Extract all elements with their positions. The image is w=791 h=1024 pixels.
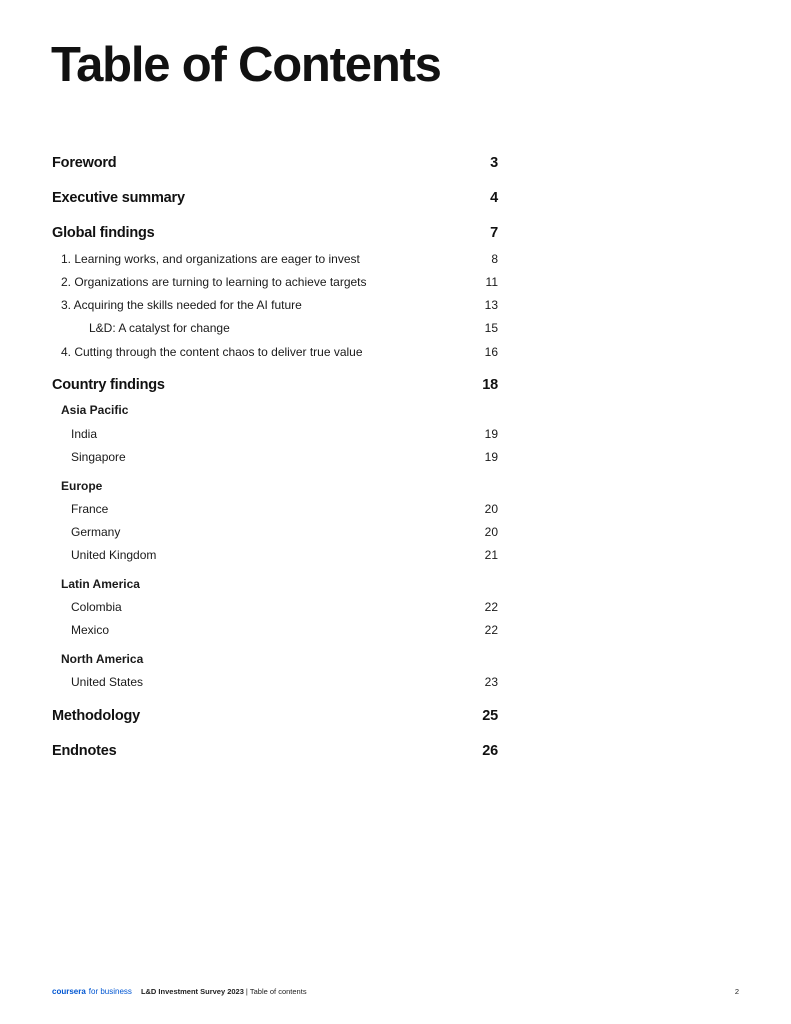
toc-entry-label: Country findings	[52, 377, 165, 393]
toc-entry-executive-summary[interactable]	[52, 188, 498, 208]
toc-entry-label: 2. Organizations are turning to learning to achieve targets	[61, 275, 367, 289]
toc-entry-page: 22	[484, 600, 498, 614]
toc-entry-page: 4	[490, 190, 498, 206]
toc-subentry-learning-works[interactable]	[52, 249, 498, 269]
coursera-logo	[52, 987, 132, 996]
toc-country-colombia[interactable]	[52, 597, 498, 617]
toc-entry-page: 3	[490, 155, 498, 171]
page-number: 2	[734, 986, 739, 996]
toc-entry-label: 1. Learning works, and organizations are eager to invest	[61, 252, 360, 266]
toc-country-germany[interactable]	[52, 522, 498, 542]
toc-entry-page: 20	[484, 502, 498, 516]
toc-entry-page: 25	[482, 708, 498, 724]
toc-entry-page: 19	[484, 427, 498, 441]
document-name: L&D Investment Survey 2023	[140, 986, 244, 996]
toc-country-united-states[interactable]	[52, 672, 498, 692]
toc-entry-label: Colombia	[71, 600, 122, 614]
toc-entry-foreword[interactable]	[52, 153, 498, 173]
toc-subentry-acquiring-skills[interactable]	[52, 295, 498, 315]
toc-entry-page: 11	[485, 275, 498, 289]
toc-entry-label: Methodology	[52, 708, 141, 724]
page-footer	[52, 984, 739, 998]
toc-entry-label: 4. Cutting through the content chaos to deliver true value	[61, 345, 363, 359]
table-of-contents	[52, 0, 498, 800]
toc-region-europe: Europe	[61, 479, 103, 493]
toc-country-singapore[interactable]	[52, 447, 498, 467]
toc-entry-label: Mexico	[71, 623, 110, 637]
section-name: Table of contents	[249, 986, 307, 996]
toc-entry-methodology[interactable]	[52, 706, 498, 726]
toc-entry-label: Global findings	[52, 225, 155, 241]
toc-subentry-ld-catalyst[interactable]	[52, 318, 498, 338]
page-title: Table of Contents	[51, 38, 441, 92]
brand-name: coursera	[52, 986, 86, 996]
toc-entry-page: 18	[482, 377, 498, 393]
toc-entry-page: 22	[484, 623, 498, 637]
toc-entry-page: 26	[482, 743, 498, 759]
toc-subentry-content-chaos[interactable]	[52, 342, 498, 362]
toc-region-north-america: North America	[61, 652, 144, 666]
footer-separator: |	[245, 986, 248, 996]
toc-entry-label: Foreword	[52, 155, 117, 171]
toc-entry-page: 16	[484, 345, 498, 359]
toc-entry-label: France	[71, 502, 109, 516]
toc-entry-label: India	[71, 427, 98, 441]
toc-entry-global-findings[interactable]	[52, 223, 498, 243]
toc-region-latin-america: Latin America	[61, 577, 140, 591]
toc-entry-page: 13	[484, 298, 498, 312]
toc-entry-page: 7	[490, 225, 498, 241]
toc-region-asia-pacific: Asia Pacific	[61, 403, 129, 417]
toc-entry-label: Germany	[71, 525, 121, 539]
toc-entry-page: 19	[484, 450, 498, 464]
toc-country-france[interactable]	[52, 499, 498, 519]
toc-entry-page: 21	[484, 548, 498, 562]
toc-entry-label: Endnotes	[52, 743, 117, 759]
toc-entry-label: 3. Acquiring the skills needed for the AI future	[61, 298, 302, 312]
toc-entry-page: 15	[484, 321, 498, 335]
toc-entry-page: 20	[484, 525, 498, 539]
brand-suffix: for business	[88, 986, 132, 996]
toc-subentry-organizations-turning[interactable]	[52, 272, 498, 292]
toc-entry-label: United Kingdom	[71, 548, 157, 562]
toc-entry-endnotes[interactable]	[52, 741, 498, 761]
toc-entry-page: 8	[491, 252, 498, 266]
toc-entry-label: Executive summary	[52, 190, 185, 206]
toc-country-mexico[interactable]	[52, 620, 498, 640]
toc-entry-country-findings[interactable]	[52, 375, 498, 395]
toc-entry-page: 23	[484, 675, 498, 689]
toc-entry-label: Singapore	[71, 450, 126, 464]
toc-country-india[interactable]	[52, 424, 498, 444]
toc-entry-label: United States	[71, 675, 144, 689]
toc-country-united-kingdom[interactable]	[52, 545, 498, 565]
toc-entry-label: L&D: A catalyst for change	[89, 321, 230, 335]
